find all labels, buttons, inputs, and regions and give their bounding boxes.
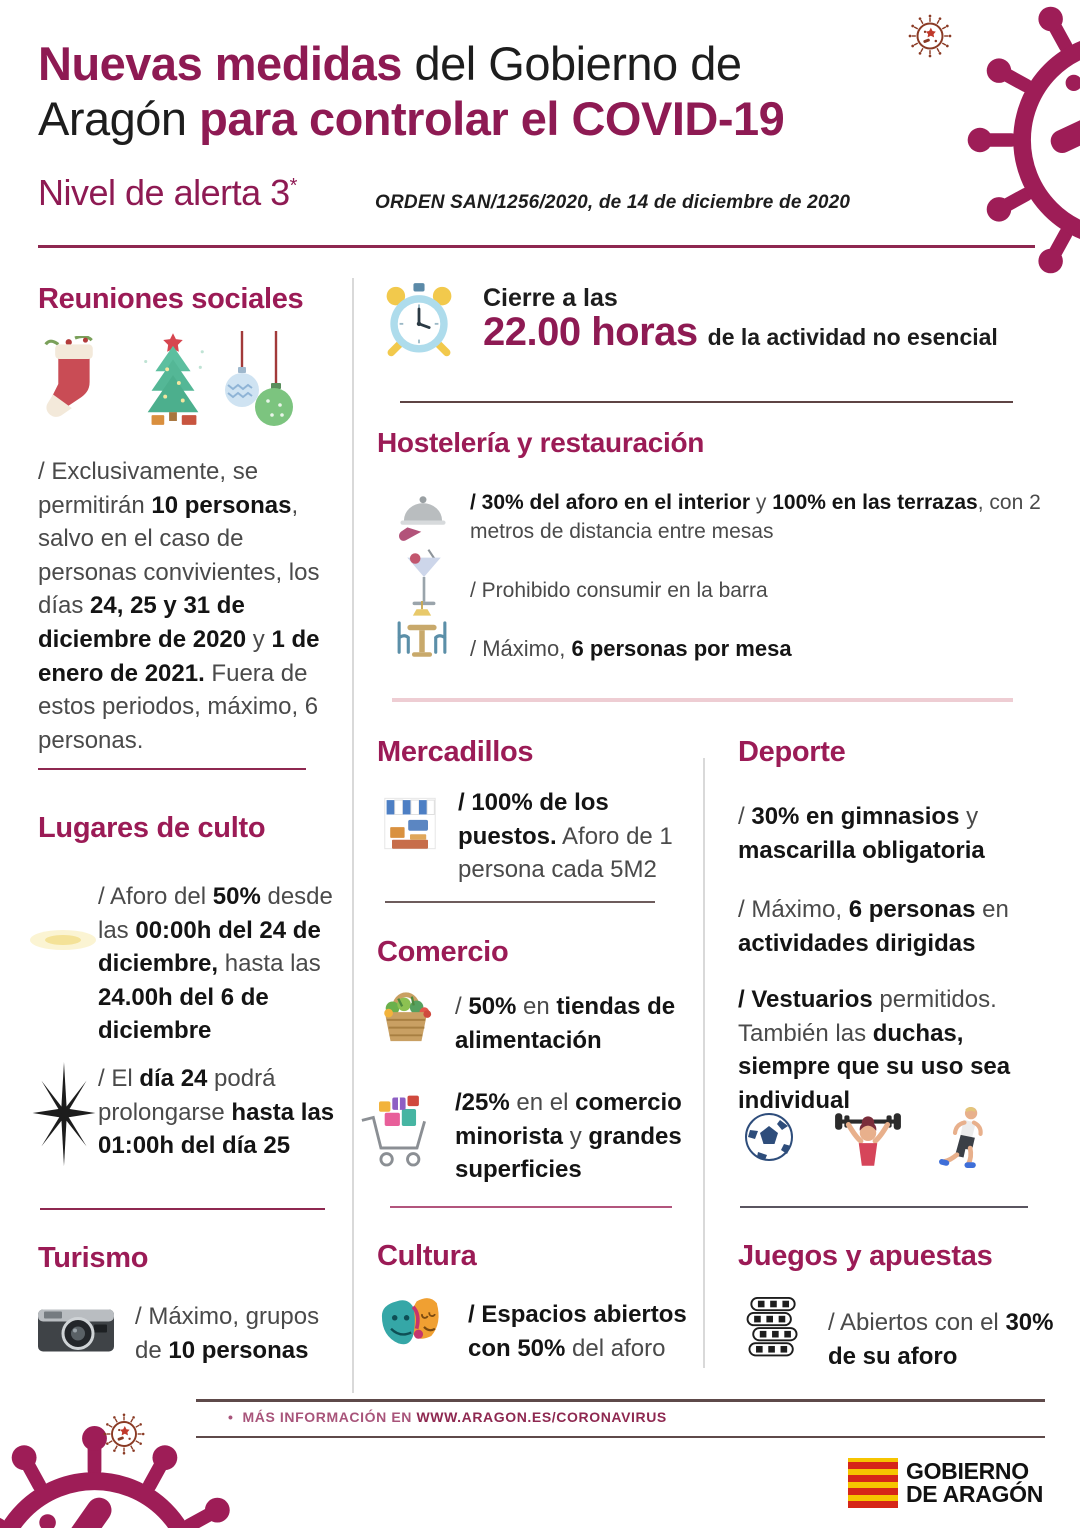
left-column-divider [352, 278, 354, 1393]
hosteleria-item-3: / Máximo, 6 personas por mesa [470, 636, 792, 661]
soccer-ball-icon [744, 1112, 794, 1162]
footer-bullet: • [228, 1409, 234, 1425]
title-accent-1: Nuevas medidas [38, 37, 402, 90]
divider-deporte [740, 1206, 1028, 1208]
order-reference: ORDEN SAN/1256/2020, de 14 de diciembre de 2020 [375, 192, 851, 213]
virus-icon-large-top [950, 0, 1080, 310]
title-black-2: Aragón [38, 92, 200, 146]
alert-asterisk: * [289, 175, 297, 197]
divider-comercio [390, 1206, 672, 1208]
ornaments-icon [224, 330, 294, 432]
title-black-1: del Gobierno de [401, 37, 742, 90]
divider-mercadillos [385, 901, 655, 903]
hosteleria-item-2: / Prohibido consumir en la barra [470, 579, 768, 602]
aragon-flag-icon [848, 1458, 898, 1508]
mercadillos-item-1: / 100% de los puestos. Aforo de 1 persona cada 5M2 [458, 789, 673, 884]
section-title-hosteleria: Hostelería y restauración [377, 427, 705, 458]
footer-line-bottom [196, 1436, 1045, 1438]
theater-masks-icon [375, 1294, 451, 1358]
weightlifter-icon [832, 1108, 904, 1170]
market-stall-icon [383, 796, 437, 860]
gobierno-logo [848, 1458, 1043, 1508]
gobierno-logo-text: GOBIERNO DE ARAGÓN [906, 1458, 1044, 1507]
section-title-comercio: Comercio [377, 936, 509, 968]
comercio-item-1: / 50% en tiendas de alimentación [455, 993, 676, 1054]
closure-lead: Cierre a las [483, 284, 618, 312]
divider-reuniones [38, 768, 306, 770]
section-title-mercadillos: Mercadillos [377, 736, 534, 768]
stocking-icon [42, 336, 108, 430]
section-title-cultura: Cultura [377, 1240, 477, 1272]
table-icon [390, 600, 454, 666]
hosteleria-item-1: / 30% del aforo en el interior y 100% en las terrazas, con 2 metros de distancia entre mesas [470, 491, 1041, 544]
christmas-tree-icon [134, 330, 212, 432]
alarm-clock-icon [382, 280, 456, 364]
page-title [38, 36, 898, 147]
cultura-item-1: / Espacios abiertos con 50% del aforo [468, 1301, 687, 1362]
right-column-divider [703, 758, 705, 1368]
culto-item-1: / Aforo del 50% desde las 00:00h del 24 de diciembre, hasta las 24.00h del 6 de diciembre [98, 883, 333, 1045]
culto-item-2: / El día 24 podrá prolongarse hasta las 01:00h del día 25 [98, 1065, 335, 1160]
comercio-item-2: /25% en el comercio minorista y grandes superficies [455, 1089, 682, 1184]
virus-icon-small-top [905, 11, 955, 61]
runner-icon [938, 1105, 990, 1177]
shopping-cart-icon [360, 1082, 436, 1172]
deporte-item-3: / Vestuarios permitidos. También las duchas, siempre que su uso sea individual [738, 986, 1011, 1114]
divider-turismo [40, 1208, 325, 1210]
section-title-reuniones: Reuniones sociales [38, 283, 304, 315]
header-divider [38, 245, 1035, 248]
deporte-item-2: / Máximo, 6 personas en actividades dirigidas [738, 896, 1009, 957]
poker-chips-icon [744, 1296, 802, 1362]
footer-info: • MÁS INFORMACIÓN EN WWW.ARAGON.ES/CORONAVIRUS [228, 1409, 667, 1425]
footer-url: WWW.ARAGON.ES/CORONAVIRUS [416, 1409, 667, 1425]
turismo-item-1: / Máximo, grupos de 10 personas [135, 1303, 320, 1364]
closure-line [483, 310, 1043, 355]
divider-closure [400, 401, 1013, 403]
virus-icon-small-bottom [100, 1410, 148, 1458]
camera-icon [36, 1300, 116, 1356]
cloche-icon [397, 490, 449, 544]
reuniones-paragraph: / Exclusivamente, se permitirán 10 personas, salvo en el caso de personas convivientes, los días 24, 25 y 31 de diciembre de 2020 y 1 de enero de 2021. Fuera de estos periodos, máximo, 6 personas. [38, 458, 320, 754]
section-title-culto: Lugares de culto [38, 812, 266, 844]
star-icon [28, 1062, 98, 1170]
section-title-deporte: Deporte [738, 736, 846, 768]
deporte-item-1: / 30% en gimnasios y mascarilla obligatoria [738, 803, 985, 864]
basket-icon [377, 986, 435, 1046]
juegos-item-1: / Abiertos con el 30% de su aforo [828, 1309, 1054, 1370]
closure-time: 22.00 horas [483, 310, 698, 354]
alert-level: Nivel de alerta 3* [38, 172, 297, 213]
candle-icon [28, 920, 98, 960]
section-title-juegos: Juegos y apuestas [738, 1240, 993, 1272]
footer-line-top [196, 1399, 1045, 1402]
closure-tail: de la actividad no esencial [707, 324, 998, 350]
divider-hosteleria [392, 698, 1013, 702]
section-title-turismo: Turismo [38, 1242, 149, 1274]
title-accent-2: para controlar el COVID-19 [199, 92, 785, 146]
